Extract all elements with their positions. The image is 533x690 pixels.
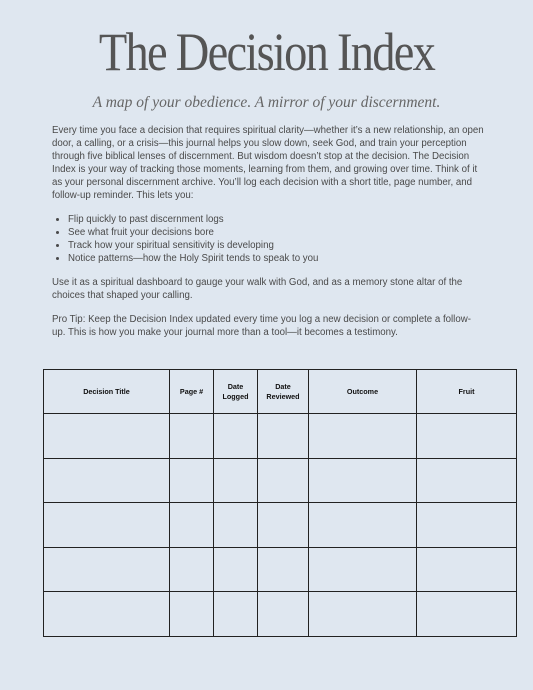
table-cell[interactable] <box>417 503 517 548</box>
intro-paragraph: Every time you face a decision that requires spiritual clarity—whether it’s a new relationship, an open door, a calling, or a crisis—this journal helps you slow down, seek God, and train your perception through five biblical lenses of discernment. But wisdom doesn’t stop at the decision. The Decision Index is your way of tracking those moments, learning from them, and growing over time. Think of it as your personal discernment archive. You’ll log each decision with a short title, page number, and follow-up reminder. This lets you: <box>52 125 484 201</box>
table-cell[interactable] <box>258 592 309 637</box>
list-item: • See what fruit your decisions bore <box>68 226 484 239</box>
table-header-row <box>44 370 517 414</box>
pro-tip-paragraph: Pro Tip: Keep the Decision Index updated every time you log a new decision or complete a follow-up. This is how you make your journal more than a tool—it becomes a testimony. <box>52 314 471 338</box>
column-header-page: Page # <box>170 370 214 414</box>
table-cell[interactable] <box>309 414 417 459</box>
table-cell[interactable] <box>258 503 309 548</box>
table-cell[interactable] <box>214 503 258 548</box>
table-cell[interactable] <box>417 458 517 503</box>
table-cell[interactable] <box>214 458 258 503</box>
table-cell[interactable] <box>214 547 258 592</box>
table-cell[interactable] <box>309 592 417 637</box>
column-header-outcome: Outcome <box>309 370 417 414</box>
table-cell[interactable] <box>258 414 309 459</box>
table-row <box>44 458 517 503</box>
table-cell[interactable] <box>309 547 417 592</box>
body-content <box>52 124 484 350</box>
table-cell[interactable] <box>258 547 309 592</box>
table-cell[interactable] <box>170 503 214 548</box>
table-cell[interactable] <box>417 547 517 592</box>
table-cell[interactable] <box>417 592 517 637</box>
header-line: Date <box>275 381 291 391</box>
table-cell[interactable] <box>170 547 214 592</box>
page-subtitle: A map of your obedience. A mirror of your discernment. <box>92 94 441 111</box>
table-cell[interactable] <box>214 414 258 459</box>
table-cell[interactable] <box>170 414 214 459</box>
header-line: Reviewed <box>266 391 300 401</box>
table-cell[interactable] <box>44 458 170 503</box>
table-row <box>44 547 517 592</box>
table-cell[interactable] <box>214 592 258 637</box>
list-item: • Flip quickly to past discernment logs <box>68 213 484 226</box>
header-line: Logged <box>222 391 249 401</box>
table-cell[interactable] <box>44 547 170 592</box>
column-header-date-reviewed <box>258 370 309 414</box>
page-title: The Decision Index <box>98 22 435 82</box>
table-cell[interactable] <box>44 503 170 548</box>
table-cell[interactable] <box>258 458 309 503</box>
table-cell[interactable] <box>170 592 214 637</box>
column-header-date-logged <box>214 370 258 414</box>
usage-paragraph: Use it as a spiritual dashboard to gauge your walk with God, and as a memory stone altar of the choices that shaped your calling. <box>52 277 463 301</box>
table-cell[interactable] <box>44 592 170 637</box>
benefits-list <box>52 213 484 265</box>
decision-index-table <box>43 369 517 637</box>
table-row <box>44 414 517 459</box>
table-row <box>44 592 517 637</box>
table-cell[interactable] <box>170 458 214 503</box>
table-cell[interactable] <box>44 414 170 459</box>
header-line: Date <box>227 381 244 391</box>
table-cell[interactable] <box>309 458 417 503</box>
table-cell[interactable] <box>309 503 417 548</box>
list-item: • Notice patterns—how the Holy Spirit tends to speak to you <box>68 252 484 265</box>
column-header-decision-title: Decision Title <box>44 370 170 414</box>
table-cell[interactable] <box>417 414 517 459</box>
table-row <box>44 503 517 548</box>
list-item: • Track how your spiritual sensitivity is developing <box>68 239 484 252</box>
column-header-fruit: Fruit <box>417 370 517 414</box>
